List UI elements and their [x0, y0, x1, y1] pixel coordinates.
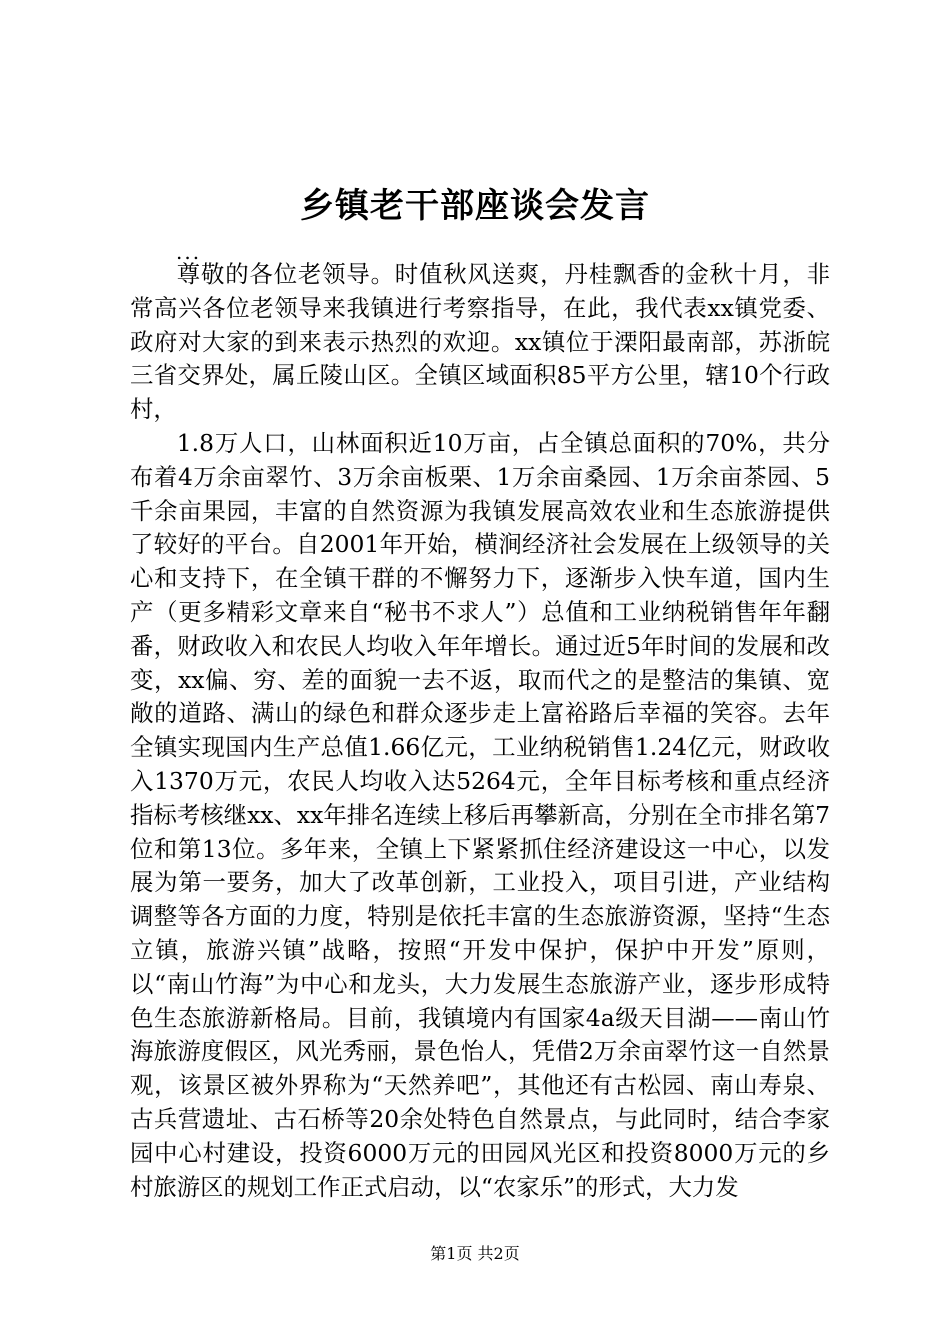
page-footer: 第1页 共2页 [430, 1244, 520, 1263]
document-body [130, 258, 830, 1204]
paragraph-2: 1.8万人口，山林面积近10万亩，占全镇总面积的70%，共分布着4万余亩翠竹、3万余亩板栗、1万余亩桑园、1万余亩茶园、5千余亩果园，丰富的自然资源为我镇发展高效农业和生态旅游提供了较好的平台。自2001年开始，横涧经济社会发展在上级领导的关心和支持下，在全镇干群的不懈努力下，逐渐步入快车道，国内生产（更多精彩文章来自“秘书不求人”）总值和工业纳税销售年年翻番，财政收入和农民人均收入年年增长。通过近5年时间的发展和改变，xx偏、穷、差的面貌一去不返，取而代之的是整洁的集镇、宽敞的道路、满山的绿色和群众逐步走上富裕路后幸福的笑容。去年全镇实现国内生产总值1.66亿元，工业纳税销售1.24亿元，财政收入1370万元，农民人均收入达5264元，全年目标考核和重点经济指标考核继xx、xx年排名连续上移后再攀新高，分别在全市排名第7位和第13位。多年来，全镇上下紧紧抓住经济建设这一中心，以发展为第一要务，加大了改革创新，工业投入，项目引进，产业结构调整等各方面的力度，特别是依托丰富的生态旅游资源，坚持“生态立镇，旅游兴镇”战略，按照“开发中保护，保护中开发”原则，以“南山竹海”为中心和龙头，大力发展生态旅游产业，逐步形成特色生态旅游新格局。目前，我镇境内有国家4a级天目湖——南山竹海旅游度假区，风光秀丽，景色怡人，凭借2万余亩翠竹这一自然景观，该景区被外界称为“天然养吧”，其他还有古松园、南山寿泉、古兵营遗址、古石桥等20余处特色自然景点，与此同时，结合李家园中心村建设，投资6000万元的田园风光区和投资8000万元的乡村旅游区的规划工作正式启动，以“农家乐”的形式，大力发 [130, 428, 830, 1201]
paragraph-1: 尊敬的各位老领导。时值秋风送爽，丹桂飘香的金秋十月，非常高兴各位老领导来我镇进行考察指导，在此，我代表xx镇党委、政府对大家的到来表示热烈的欢迎。xx镇位于溧阳最南部，苏浙皖三省交界处，属丘陵山区。全镇区域面积85平方公里，辖10个行政村， [130, 260, 830, 424]
ellipsis-mark: ... [176, 240, 202, 264]
document-title: 乡镇老干部座谈会发言 [300, 186, 650, 226]
